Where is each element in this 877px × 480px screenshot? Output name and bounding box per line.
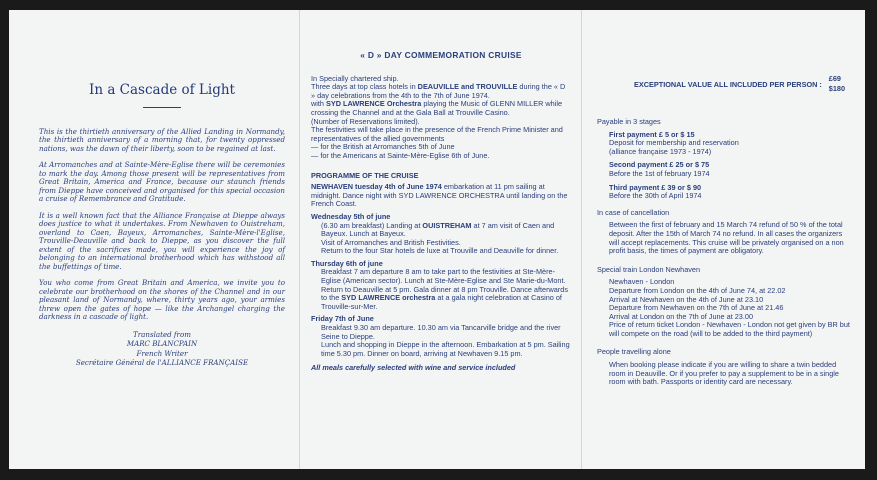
train-schedule: Newhaven - London Departure from London on the 4th of June 74, at 22.02 Arrival at Newhaven on the 4th of June at 23.10 Departure from Newhaven on the 7th of June at 21.46 Arrival at London on the 7th of June at 23.00 Price of return ticket London - Newhaven - London not get given by BR but will compete on the road (will to be added to the third payment): [609, 277, 850, 338]
fold-line-right: [581, 10, 582, 469]
alone-title: People travelling alone: [597, 347, 671, 357]
payment-stage: First payment £ 5 or $ 15 Deposit for membership and reservation (alliance française 1973 - 1974): [609, 129, 739, 156]
left-paragraph: At Arromanches and at Sainte-Mère-Eglise there will be ceremonies to mark the day. Among those present will be representatives from Great Britain, America and France, because our staunch friends from Dieppe have conceived and organised for this special occasion a cruise of Remembrance and Gratitude.: [39, 160, 285, 203]
middle-panel: [301, 10, 579, 469]
signature-block: [39, 330, 285, 368]
cancel-text: Between the first of february and 15 March 74 refund of 50 % of the total deposit. After the 15th of March 74 no refund. In all cases the organizers will accept replacements. This cruise will be privately organised on a non profit basis, the times of payment are obligatory.: [609, 220, 844, 256]
intro-line: — for the British at Arromanches 5th of June: [311, 142, 455, 152]
friday-title: Friday 7th of June: [311, 314, 374, 324]
wednesday-body: (6.30 am breakfast) Landing at OUISTREHAM at 7 am visit of Caen and Bayeux. Lunch at Bayeux. Visit of Arromanches and British Festivities. Return to the four Star hotels de luxe at Trouville and Deauville for dinner.: [321, 220, 559, 256]
meals-note: All meals carefully selected with wine and service included: [311, 363, 516, 373]
programme-title: PROGRAMME OF THE CRUISE: [311, 170, 419, 180]
price-amounts: £69 $180: [828, 74, 845, 93]
intro-line: The festivities will take place in the presence of the French Prime Minister and representatives of the allied governments: [311, 125, 563, 143]
intro-line: — for the Americans at Sainte-Mère-Eglise 6th of June.: [311, 150, 490, 160]
friday-body: Breakfast 9.30 am departure. 10.30 am via Tancarville bridge and the river Seine to Dieppe. Lunch and shopping in Dieppe in the afternoon. Embarkation at 5 pm. Sailing time 5.30 pm. Dinner on board, arriving at Newhaven 9.15 pm.: [321, 323, 570, 358]
left-paragraph: You who come from Great Britain and America, we invite you to celebrate our brotherhood on the shores of the Channel and in our pleasant land of Normandy, where, thirty years ago, your armies threw open the gates of hope — like the Archangel charging the darkness in a cascade of light.: [39, 278, 285, 321]
brochure-sheet: [9, 10, 865, 469]
cascade-title: In a Cascade of Light: [89, 82, 235, 98]
payment-stage: Second payment £ 25 or $ 75 Before the 1st of february 1974: [609, 160, 710, 178]
price-label: EXCEPTIONAL VALUE ALL INCLUDED PER PERSON :: [634, 80, 822, 89]
fold-line-left: [299, 10, 300, 469]
intro-line: In Specially chartered ship.: [311, 73, 399, 83]
cruise-title: « D » DAY COMMEMORATION CRUISE: [360, 50, 522, 60]
stages-title: Payable in 3 stages: [597, 117, 661, 126]
signature-line: French Writer: [136, 348, 188, 358]
cancel-title: In case of cancellation: [597, 207, 670, 217]
train-title: Special train London Newhaven: [597, 264, 701, 274]
intro-line: with SYD LAWRENCE Orchestra playing the Music of GLENN MILLER while crossing the Channel and at the Gala Ball at Trouville Casino.: [311, 99, 563, 117]
alone-text: When booking please indicate if you are willing to share a twin bedded room in Deauville. Or if you prefer to pay a supplement to be in a single room with bath. Passports or identity card are necessary.: [609, 360, 839, 387]
payment-stage: Third payment £ 39 or $ 90 Before the 30th of April 1974: [609, 182, 702, 201]
newhaven-entry: NEWHAVEN tuesday 4th of June 1974 embarkation at 11 pm sailing at midnight. Dance night with SYD LAWRENCE ORCHESTRA until landing on the French Coast.: [311, 182, 568, 209]
signature-name: MARC BLANCPAIN: [126, 339, 198, 348]
right-panel: [583, 10, 865, 469]
price-block: [597, 74, 853, 94]
left-panel: [9, 10, 299, 469]
left-paragraph: It is a well known fact that the Alliance Française at Dieppe always does justice to what it undertakes. From Newhaven to Ouistreham, overland to Caen, Bayeux, Arromanches, Sainte-Mère-l'Eglise, Trouville-Deauville and back to Dieppe, as you discover the full extent of the sacrifices made, you will experience the joy of belonging to an international brotherhood which has withstood all the buffettings of time.: [39, 210, 285, 271]
signature-line: Secrétaire Général de l'ALLIANCE FRANÇAISE: [75, 358, 249, 367]
intro-line: Three days at top class hotels in DEAUVILLE and TROUVILLE during the « D » day celebrations from the 4th to the 7th of June 1974.: [311, 82, 566, 100]
signature-line: Translated from: [133, 329, 191, 339]
thursday-title: Thursday 6th of june: [311, 258, 383, 268]
title-rule: [143, 107, 181, 108]
intro-line: (Number of Reservations limited).: [311, 116, 420, 126]
wednesday-title: Wednesday 5th of june: [311, 211, 391, 221]
thursday-body: Breakfast 7 am departure 8 am to take part to the festivities at Ste-Mère-Eglise (American sector). Lunch at Ste-Mère-Eglise and Ste Marie-du-Mont. Return to Deauville at 5 pm. Gala dinner at 8 pm Trouville. Dance afterwards to the SYD LAWRENCE orchestra at a gala night celebration at Casino of Trouville-sur-Mer.: [321, 267, 568, 311]
left-paragraph: This is the thirtieth anniversary of the Allied Landing in Normandy, the thirtieth anniversary of a morning that, for twenty oppressed nations, was the dawn of their liberty, soon to be regained at last.: [39, 126, 285, 153]
